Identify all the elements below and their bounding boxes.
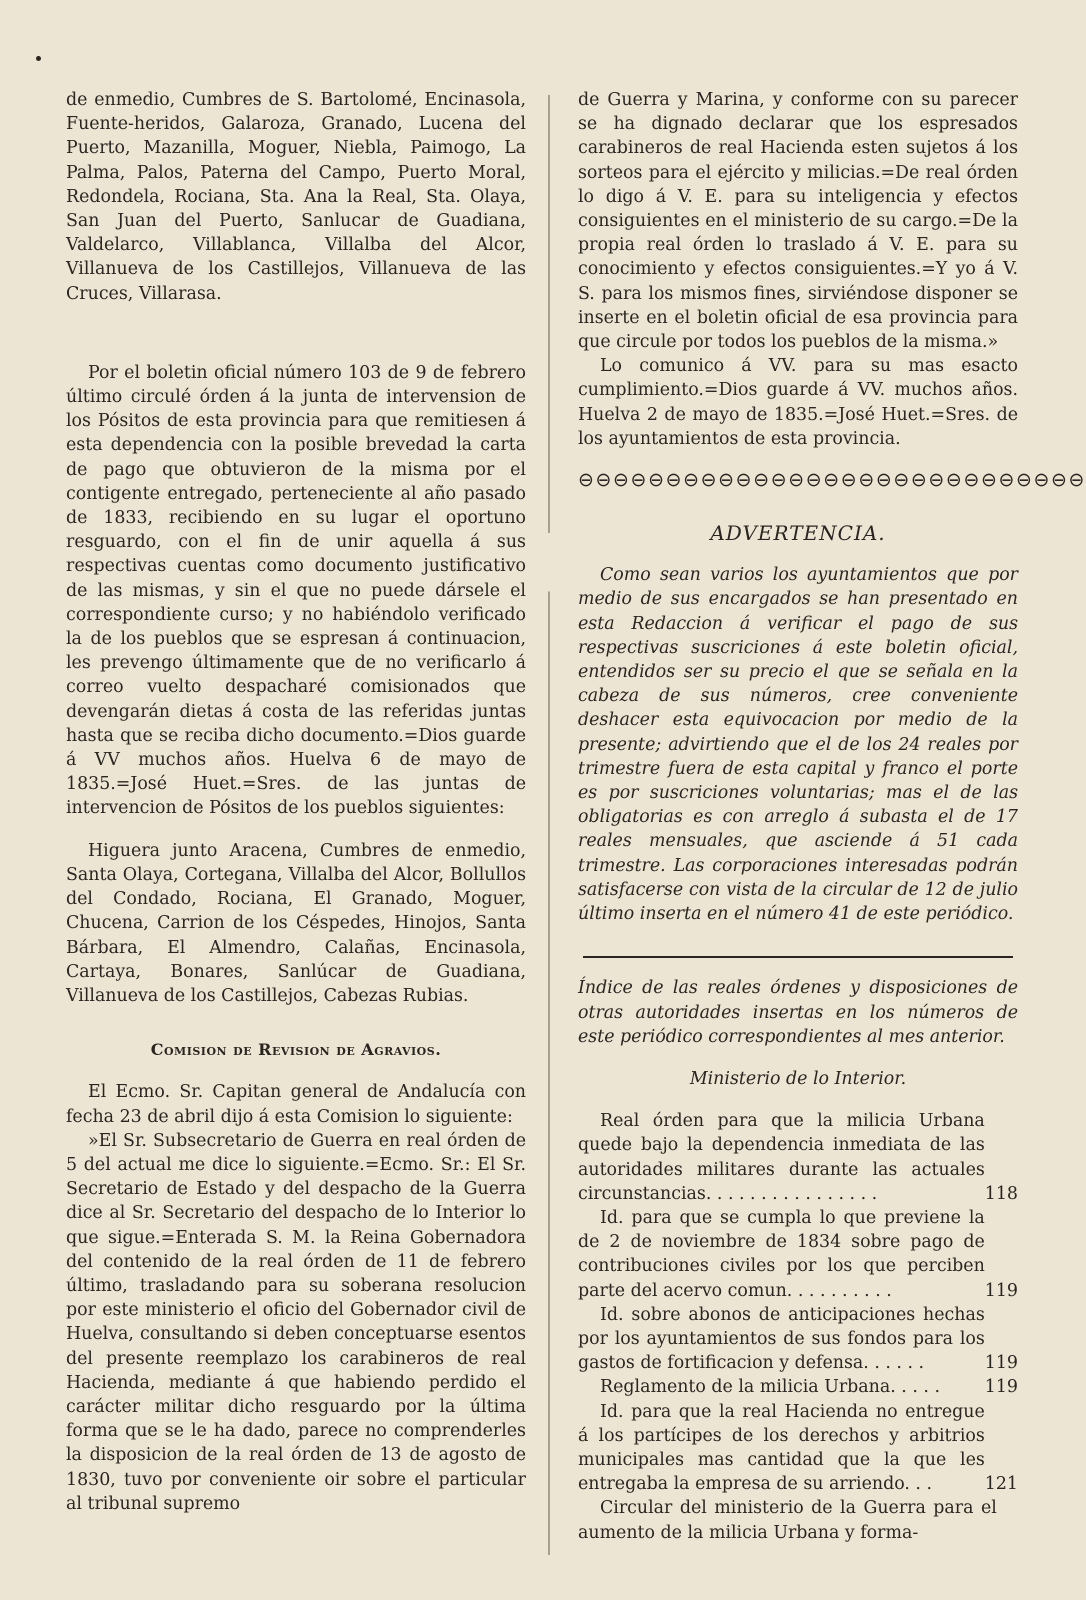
ink-dot xyxy=(36,56,41,61)
index-entry xyxy=(578,1496,1018,1544)
paragraph-capitan-general: El Ecmo. Sr. Capitan general de Andalucía con fecha 23 de abril dijo á esta Comision lo siguiente: xyxy=(66,1082,526,1127)
indice-heading: Índice de las reales órdenes y disposiciones de otras autoridades insertas en los números de este periódico correspondientes al mes anterior. xyxy=(578,978,1018,1047)
index-entry-text: Circular del ministerio de la Guerra para el aumento de la milicia Urbana y forma- xyxy=(578,1498,997,1543)
paragraph-town-list: Higuera junto Aracena, Cumbres de enmedio, Santa Olaya, Cortegana, Villalba del Alcor, Bollullos del Condado, Rociana, El Granado, Moguer, Chucena, Carrion de los Céspedes, Hinojos, Santa Bárbara, El Almendro, Calañas, Encinasola, Cartaya, Bonares, Sanlúcar de Guadiana, Villanueva de los Castillejos, Cabezas Rubias. xyxy=(66,840,526,1006)
index-entry-page: 119 xyxy=(984,1280,1018,1301)
index-entry-text: Reglamento de la milicia Urbana. . . . . xyxy=(600,1377,940,1398)
column-divider xyxy=(548,95,550,1555)
index-entry-text: Real órden para que la milicia Urbana quede bajo la dependencia inmediata de las autoridades militares durante las actuales circunstancias. . . . . . . . . . . . . . . . xyxy=(578,1111,985,1204)
right-column xyxy=(578,88,1086,1545)
index-entry xyxy=(578,1400,1018,1497)
index-list xyxy=(578,1109,1018,1545)
paragraph-positos-order: Por el boletin oficial número 103 de 9 de febrero último circulé órden á la junta de intervension de los Pósitos de esta provincia para que remitiesen á esta dependencia con la posible brevedad la carta de pago que obtuvieron de la misma por el contigente entregado, perteneciente al año pasado de 1833, recibiendo en su lugar el oportuno resguardo, con el fin de unir aquella á sus respectivas cuentas como documento justificativo de las mismas, y sin el que no puede dársele el correspondiente curso; y no habiéndolo verificado la de los pueblos que se espresan á continuacion, les prevengo últimamente que de no verificarlo á correo vuelto despacharé comisionados que devengarán dietas á costa de las referidas juntas hasta que se reciba dicho documento.=Dios guarde á VV muchos años. Huelva 6 de mayo de 1835.=José Huet.=Sres. de las juntas de intervencion de Pósitos de los pueblos siguientes: xyxy=(66,362,526,819)
index-entry-text: Id. para que la real Hacienda no entregue á los partícipes de los derechos y arbitrios municipales mas cantidad que la que les entregaba la empresa de su arriendo. . . xyxy=(578,1401,985,1495)
paragraph-guerra-marina: de Guerra y Marina, y conforme con su parecer se ha dignado declarar que los espresados carabineros de real Hacienda esten sujetos á los sorteos para el ejército y milicias.=De real órden lo digo á V. E. para su inteligencia y efectos consiguientes en el ministerio de su cargo.=De la propia real órden lo traslado á V. E. para su conocimiento y efectos consiguientes.=Y yo á V. S. para los mismos fines, sirviéndose disponer se inserte en el boletin oficial de esa provincia para que circule por todos los pueblos de la misma.» xyxy=(578,90,1018,353)
left-column xyxy=(66,88,526,1516)
index-entry-text: Id. para que se cumpla lo que previene la de 2 de noviembre de 1834 sobre pago de contribuciones civiles por los que perciben parte del acervo comun. . . . . . . . . . xyxy=(578,1207,985,1301)
paragraph-comunico: Lo comunico á VV. para su mas esacto cumplimiento.=Dios guarde á VV. muchos años. Huelva 2 de mayo de 1835.=José Huet.=Sres. de los ayuntamientos de esta provincia. xyxy=(578,356,1018,449)
advertencia-text: Como sean varios los ayuntamientos que por medio de sus encargados se han presentado en esta Redaccion á verificar el pago de sus respectivas suscriciones á este boletin oficial, entendidos ser su precio el que se señala en la cabeza de sus números, cree conveniente deshacer esta equivocacion por medio de la presente; advirtiendo que el de los 24 reales por trimestre fuera de esta capital y franco el porte es por suscriciones voluntarias; mas el de las obligatorias es con arreglo á subasta el de 17 reales mensuales, que asciende á 51 cada trimestre. Las corporaciones interesadas podrán satisfacerse con vista de la circular de 12 de julio último inserta en el número 41 de este periódico. xyxy=(578,565,1018,925)
index-entry xyxy=(578,1206,1018,1303)
index-entry-text: Id. sobre abonos de anticipaciones hechas por los ayuntamientos de sus fondos para los gastos de fortificacion y defensa. . . . . . xyxy=(578,1304,985,1374)
index-entry xyxy=(578,1375,1018,1399)
index-entry-page: 119 xyxy=(984,1377,1018,1398)
index-entry xyxy=(578,1303,1018,1376)
paragraph-town-list-continued: de enmedio, Cumbres de S. Bartolomé, Encinasola, Fuente-heridos, Galaroza, Granado, Lucena del Puerto, Mazanilla, Moguer, Niebla, Paimogo, La Palma, Palos, Paterna del Campo, Puerto Moral, Redondela, Rociana, Sta. Ana la Real, Sta. Olaya, San Juan del Puerto, Sanlucar de Guadiana, Valdelarco, Villablanca, Villalba del Alcor, Villanueva de los Castillejos, Villanueva de las Cruces, Villarasa. xyxy=(66,90,526,304)
index-entry xyxy=(578,1109,1018,1206)
advertencia-heading: ADVERTENCIA. xyxy=(710,521,886,546)
section-heading-comision: Comision de Revision de Agravios. xyxy=(150,1040,442,1060)
index-entry-page: 121 xyxy=(984,1474,1018,1495)
index-entry-page: 118 xyxy=(984,1183,1018,1204)
index-entry-page: 119 xyxy=(984,1353,1018,1374)
ministerio-heading: Ministerio de lo Interior. xyxy=(689,1068,907,1089)
paragraph-real-orden-quote: »El Sr. Subsecretario de Guerra en real órden de 5 del actual me dice lo siguiente.=Ecmo. Sr.: El Sr. Secretario de Estado y del despacho de la Guerra dice al Sr. Secretario del despacho de lo Interior lo que sigue.=Enterada S. M. la Reina Gobernadora del contenido de la real órden de 11 de febrero último, trasladando para su soberana resolucion por este ministerio el oficio del Gobernador civil de Huelva, consultando si deben conceptuarse esentos del presente reemplazo los carabineros de real Hacienda, mediante á que habiendo perdido el carácter militar dicho resguardo por la última forma que se le ha dado, parece no comprenderles la disposicion de la real órden de 13 de agosto de 1830, tuvo por conveniente oir sobre el particular al tribunal supremo xyxy=(66,1130,526,1514)
ornament-divider: ⊖⊖⊖⊖⊖⊖⊖⊖⊖⊖⊖⊖⊖⊖⊖⊖⊖⊖⊖⊖⊖⊖⊖⊖⊖⊖⊖⊖⊖ xyxy=(578,469,1086,492)
